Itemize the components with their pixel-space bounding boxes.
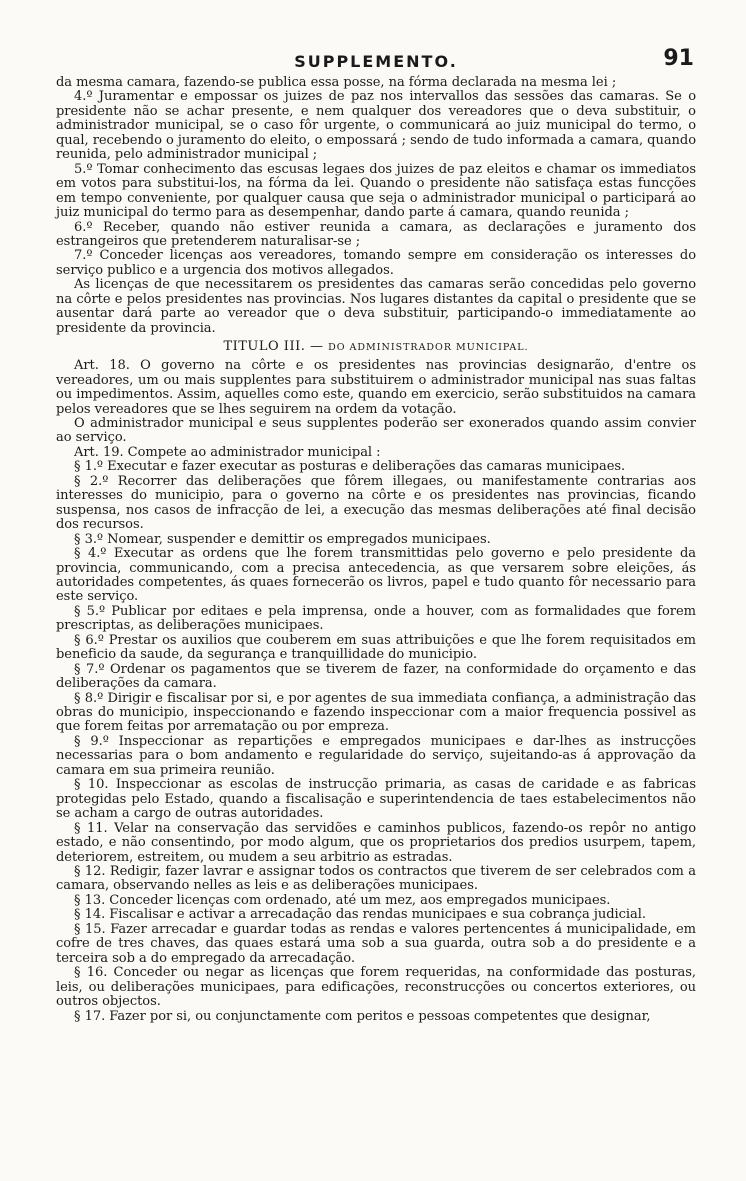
page-number: 91	[663, 46, 694, 71]
paragraph: § 1.º Executar e fazer executar as posturas e deliberações das camaras municipaes.	[74, 459, 626, 475]
paragraph: § 4.º Executar as ordens que lhe forem transmittidas pelo governo e pelo presidente da provincia, communicando, com a precisa antecedencia, as que versarem sobre eleições, ás autoridades competentes, ás quaes fornecerão os livros, papel e tudo quanto fôr necessario para este serviço.	[56, 546, 696, 605]
section-heading-name: DO ADMINISTRADOR MUNICIPAL.	[328, 342, 529, 354]
paragraph: § 17. Fazer por si, ou conjunctamente com peritos e pessoas competentes que designar,	[74, 1008, 651, 1024]
paragraph: da mesma camara, fazendo-se publica essa posse, na fórma declarada na mesma lei ;	[56, 75, 617, 90]
paragraph: O administrador municipal e seus supplentes poderão ser exonerados quando assim convier ao serviço.	[56, 415, 696, 446]
paragraph: § 13. Conceder licenças com ordenado, até um mez, aos empregados municipaes.	[74, 892, 611, 908]
section-heading-prefix: TITULO III. —	[223, 339, 329, 355]
paragraph: § 9.º Inspeccionar as repartições e empregados municipaes e dar-lhes as instrucções necessarias para o bom andamento e regularidade do serviço, sujeitando-as á approvação da camara em sua primeira reunião.	[56, 733, 696, 778]
paragraph: 7.º Conceder licenças aos vereadores, tomando sempre em consideração os interesses do serviço publico e a urgencia dos motivos allegados.	[56, 248, 696, 278]
paragraph: As licenças de que necessitarem os presidentes das camaras serão concedidas pelo governo na côrte e pelos presidentes nas provincias. Nos lugares distantes da capital o presidente que se ausentar dará parte ao vereador que o deva substituir, participando-o immediatamente ao presidente da provincia.	[56, 277, 696, 336]
paragraph: Art. 19. Compete ao administrador municipal :	[74, 444, 381, 460]
running-head	[56, 46, 696, 76]
paragraph: § 16. Conceder ou negar as licenças que forem requeridas, na conformidade das posturas, leis, ou deliberações municipaes, para edificações, reconstrucções ou concertos exteriores, ou outros objectos.	[56, 965, 696, 1010]
book-page	[56, 46, 697, 1024]
paragraph: § 2.º Recorrer das deliberações que fôrem illegaes, ou manifestamente contrarias aos interesses do municipio, para o governo na côrte e os presidentes nas provincias, ficando suspensa, nos casos de infracção de lei, a execução das mesmas deliberações até final decisão dos recursos.	[56, 473, 696, 533]
paragraph: § 15. Fazer arrecadar e guardar todas as rendas e valores pertencentes á municipalidade, em cofre de tres chaves, das quaes estará uma sob a sua guarda, outra sob a do presidente e a terceira sob a do empregado da arrecadação.	[56, 921, 696, 966]
paragraph: 4.º Juramentar e empossar os juizes de paz nos intervallos das sessões das camaras. Se o presidente não se achar presente, e nem qualquer dos vereadores que o deva substituir, o administrador municipal, se o caso fôr urgente, o communicará ao juiz municipal do termo, o qual, recebendo o juramento do eleito, o empossará ; sendo de tudo informada a camara, quando reunida, pelo administrador municipal ;	[56, 89, 697, 163]
paragraph: § 12. Redigir, fazer lavrar e assignar todos os contractos que tiverem de ser celebrados com a camara, observando nelles as leis e as deliberações municipaes.	[56, 864, 696, 894]
paragraph: 6.º Receber, quando não estiver reunida a camara, as declarações e juramento dos estrangeiros que pretenderem naturalisar-se ;	[56, 219, 696, 249]
paragraph: Art. 18. O governo na côrte e os presidentes nas provincias designarão, d'entre os vereadores, um ou mais supplentes para substituirem o administrador municipal nas suas faltas ou impedimentos. Assim, aquelles como este, quando em exercicio, serão substituidos na camara pelos vereadores que se lhes seguirem na ordem da votação.	[56, 358, 696, 417]
section-heading	[56, 339, 696, 356]
paragraph: § 8.º Dirigir e fiscalisar por si, e por agentes de sua immediata confiança, a administração das obras do municipio, inspeccionando e fazendo inspeccionar com a maior frequencia possivel as que forem feitas por arrematação ou por empreza.	[56, 690, 696, 735]
paragraph: § 3.º Nomear, suspender e demittir os empregados municipaes.	[74, 531, 491, 547]
paragraph: § 7.º Ordenar os pagamentos que se tiverem de fazer, na conformidade do orçamento e das deliberações da camara.	[56, 661, 696, 692]
paragraph: § 6.º Prestar os auxilios que couberem em suas attribuições e que lhe forem requisitados em beneficio da saude, da segurança e tranquillidade do municipio.	[56, 632, 696, 663]
paragraph: § 11. Velar na conservação das servidões e caminhos publicos, fazendo-os repôr no antigo estado, e não consentindo, por modo algum, que os proprietarios dos predios usurpem, tapem, deteriorem, estreitem, ou mudem a seu arbitrio as estradas.	[56, 820, 696, 865]
paragraph: § 14. Fiscalisar e activar a arrecadação das rendas municipaes e sua cobrança judicial.	[74, 907, 646, 923]
paragraph: 5.º Tomar conhecimento das escusas legaes dos juizes de paz eleitos e chamar os immediatos em votos para substitui-los, na fórma da lei. Quando o presidente não satisfaça estas funcções em tempo conveniente, por qualquer causa que seja o administrador municipal o participará ao juiz municipal do termo para as desempenhar, dando parte á camara, quando reunida ;	[56, 161, 696, 221]
paragraph: § 10. Inspeccionar as escolas de instrucção primaria, as casas de caridade e as fabricas protegidas pelo Estado, quando a fiscalisação e superintendencia de taes estabelecimentos não se acham a cargo de outras autoridades.	[56, 777, 696, 822]
body-text	[56, 76, 696, 1024]
paragraph: § 5.º Publicar por editaes e pela imprensa, onde a houver, com as formalidades que forem prescriptas, as deliberações municipaes.	[56, 603, 696, 634]
running-title: SUPPLEMENTO.	[294, 52, 458, 71]
